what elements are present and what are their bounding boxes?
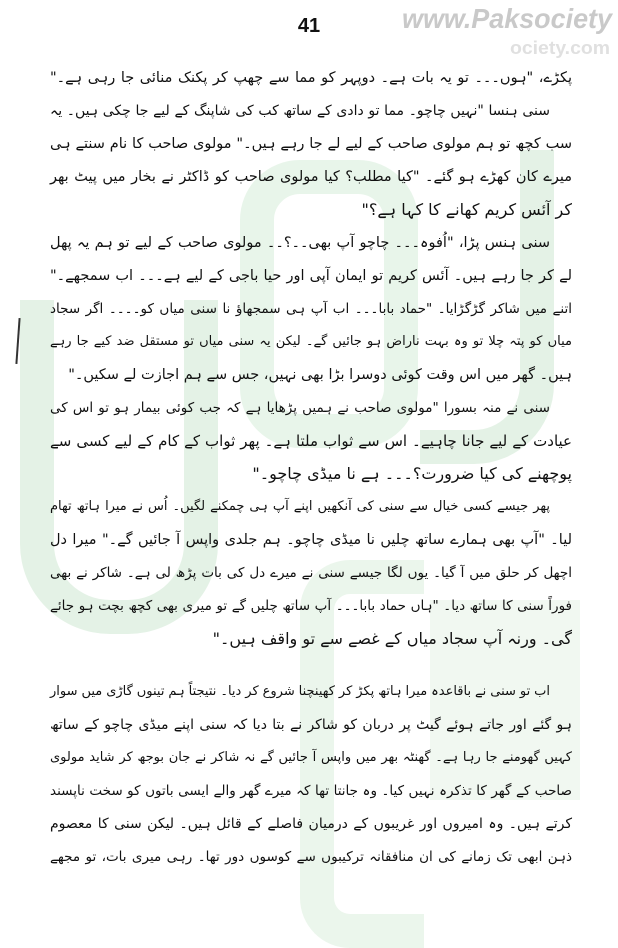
text-line: اچھل کر حلق میں آ گیا۔ یوں لگا جیسے سنی نے میرے دل کی بات پڑھ لی ہے۔ شاکر نے بھی [50, 565, 572, 581]
text-line: سنی ہنسا "نہیں چاچو۔ مما تو دادی کے ساتھ کب کی شاپنگ کے لیے جا چکی ہیں۔ یہ [50, 103, 550, 119]
text-line: میرے کان کھڑے ہو گئے۔ "کیا مطلب؟ کیا مولوی صاحب کو ڈاکٹر نے بخار میں پیٹ بھر [50, 169, 572, 185]
watermark-subtext: ociety.com [510, 38, 610, 58]
text-line: اب تو سنی نے باقاعدہ میرا ہاتھ پکڑ کر کھینچنا شروع کر دیا۔ نتیجتاً ہم تینوں گاڑی میں سوار [50, 684, 550, 699]
text-line: اتنے میں شاکر گڑگڑایا۔ "حماد بابا۔۔۔ اب آپ ہی سمجھاؤ نا سنی میاں کو۔۔۔۔ اگر سجاد [50, 301, 572, 317]
text-line: سنی ہنس پڑا، "اُفوہ۔۔۔ چاچو آپ بھی۔۔؟۔۔ مولوی صاحب کے لیے تو ہم یہ پھل [50, 235, 550, 251]
text-line: لیا۔ "آپ بھی ہمارے ساتھ چلیں نا میڈی چاچو۔ ہم جلدی واپس آ جائیں گے۔" میرا دل [50, 532, 572, 548]
page-number: 41 [297, 15, 321, 37]
watermark-text: www.Paksociety [402, 3, 614, 34]
text-line: ذہن ابھی تک زمانے کی ان منافقانہ ترکیبوں سے کوسوں دور تھا۔ رہی میری بات، تو مجھے [50, 849, 572, 865]
text-line: صاحب کے گھر کا تذکرہ نہیں کیا۔ وہ جانتا تھا کہ میرے گھر والے ایسی باتوں کو سخت ناپسند [50, 783, 572, 799]
text-line: سنی نے منہ بسورا "مولوی صاحب نے ہمیں پڑھایا ہے کہ جب کوئی بیمار ہو تو اس کی [50, 400, 550, 416]
text-line: پکڑے، "ہوں۔۔۔ تو یہ بات ہے۔ دوپہر کو مما سے چھپ کر پکنک منائی جا رہی ہے۔" [50, 70, 572, 86]
watermark-logo [400, 0, 615, 60]
text-line: ہو گئے اور جاتے ہوئے گیٹ پر دربان کو شاکر نے بتا دیا کہ سنی اپنے میڈی چاچو کے ساتھ [50, 717, 572, 733]
text-line: عیادت کے لیے جانا چاہیے۔ اس سے ثواب ملتا ہے۔ پھر ثواب کے کام کے لیے کسی سے [50, 432, 572, 450]
text-line: گی۔ ورنہ آپ سجاد میاں کے غصے سے تو واقف ہیں۔" [212, 629, 572, 648]
text-line: پھر جیسے کسی خیال سے سنی کی آنکھیں اپنے آپ ہی چمکنے لگیں۔ اُس نے میرا ہاتھ تھام [50, 499, 550, 514]
text-line: فوراً سنی کا ساتھ دیا۔ "ہاں حماد بابا۔۔۔ آپ ساتھ چلیں گے تو میری بھی کچھ بچت ہو جائے [50, 598, 572, 614]
text-line: پوچھنے کی کیا ضرورت؟۔۔۔ ہے نا میڈی چاچو۔" [252, 464, 572, 483]
text-line: کر آئس کریم کھانے کا کہا ہے؟" [361, 200, 572, 219]
text-line: سب کچھ تو ہم مولوی صاحب کے لیے لے جا رہے ہیں۔" مولوی صاحب کا نام سنتے ہی [50, 136, 572, 152]
text-line: ہیں۔ گھر میں اس وقت کوئی دوسرا بڑا بھی نہیں، جس سے ہم اجازت لے سکیں۔" [68, 367, 572, 383]
text-line: کہیں گھومنے جا رہا ہے۔ گھنٹہ بھر میں واپس آ جائیں گے نہ شاکر نے جان بوجھ کر شاید مولوی [50, 750, 572, 765]
text-line: کرتے ہیں۔ وہ امیروں اور غریبوں کے درمیان فاصلے کے قائل ہیں۔ لیکن سنی کا معصوم [50, 816, 572, 832]
text-line: لے کر جا رہے ہیں۔ آئس کریم تو ایمان آپی اور حیا باجی کے لیے ہے۔۔۔ اب سمجھے۔" [50, 268, 572, 284]
text-line: میاں کو پتہ چلا تو وہ بہت ناراض ہو جائیں گے۔ لیکن یہ سنی میاں تو مستقل ضد کیے جا رہے [50, 334, 572, 349]
